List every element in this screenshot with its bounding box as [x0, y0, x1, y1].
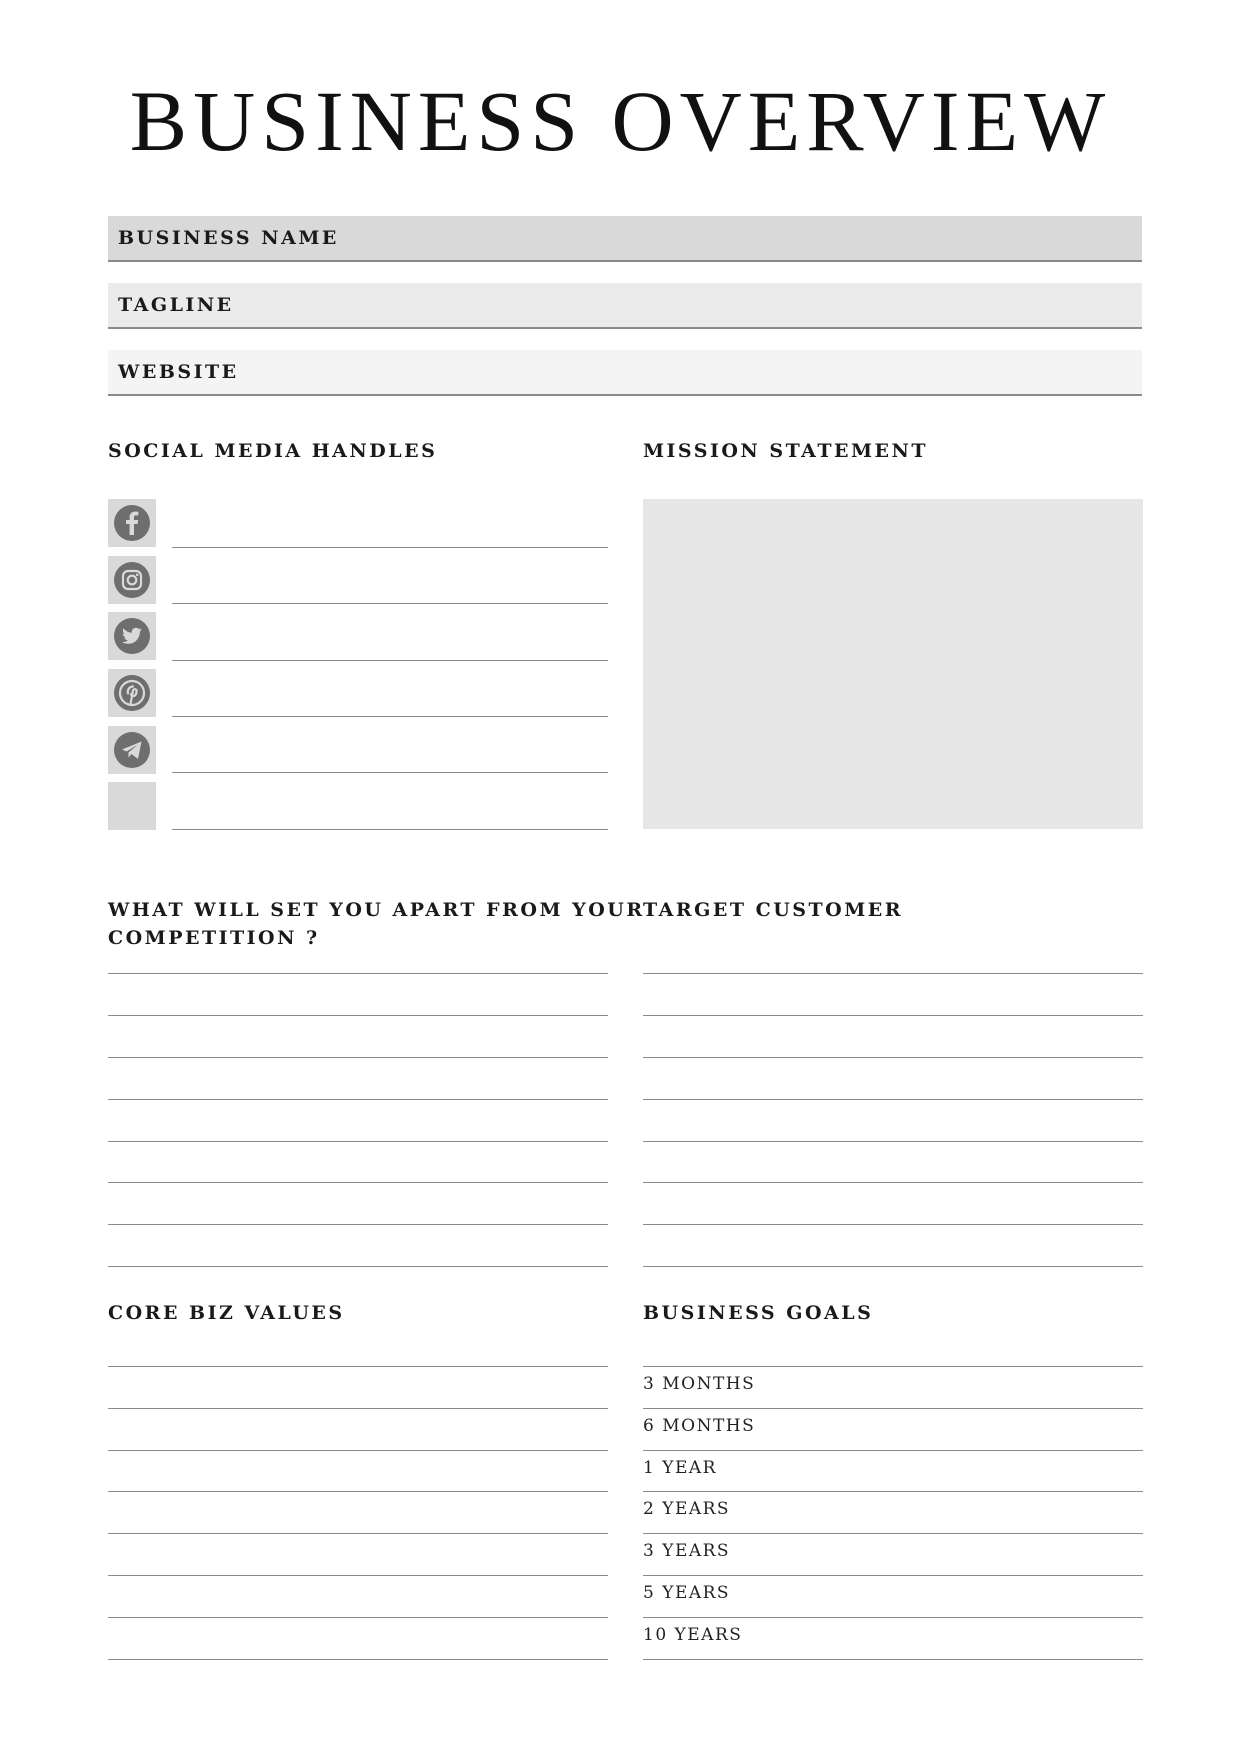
instagram-handle-line[interactable] [172, 603, 608, 604]
pinterest-handle-line[interactable] [172, 716, 608, 717]
goal-label-1-year: 1 YEAR [643, 1458, 717, 1478]
facebook-icon [113, 504, 151, 542]
twitter-icon [113, 617, 151, 655]
business-goals-line[interactable] [643, 1408, 1143, 1409]
tagline-label: TAGLINE [118, 294, 234, 316]
competition-line[interactable] [108, 1224, 608, 1225]
target-customer-line[interactable] [643, 1099, 1143, 1100]
business-goals-line[interactable] [643, 1617, 1143, 1618]
blank-icon-box [108, 782, 156, 830]
core-values-line[interactable] [108, 1450, 608, 1451]
pinterest-icon-box [108, 669, 156, 717]
goal-label-3-months: 3 MONTHS [643, 1374, 756, 1394]
competition-line[interactable] [108, 1099, 608, 1100]
goal-label-2-years: 2 YEARS [643, 1499, 731, 1519]
goal-label-3-years: 3 YEARS [643, 1541, 731, 1561]
competition-heading-line1: WHAT WILL SET YOU APART FROM YOUR [108, 899, 645, 921]
competition-line[interactable] [108, 1266, 608, 1267]
pinterest-icon [113, 674, 151, 712]
core-values-line[interactable] [108, 1491, 608, 1492]
telegram-icon [113, 731, 151, 769]
twitter-icon-box [108, 612, 156, 660]
competition-line[interactable] [108, 1141, 608, 1142]
core-values-line[interactable] [108, 1659, 608, 1660]
target-customer-line[interactable] [643, 1015, 1143, 1016]
business-name-field[interactable] [108, 216, 1142, 262]
facebook-handle-line[interactable] [172, 547, 608, 548]
other-handle-line[interactable] [172, 829, 608, 830]
core-values-line[interactable] [108, 1533, 608, 1534]
business-goals-line[interactable] [643, 1366, 1143, 1367]
telegram-icon-box [108, 726, 156, 774]
goal-label-5-years: 5 YEARS [643, 1583, 731, 1603]
target-customer-heading: TARGET CUSTOMER [643, 899, 903, 921]
target-customer-line[interactable] [643, 1057, 1143, 1058]
competition-heading-line2: COMPETITION ? [108, 927, 320, 949]
core-values-line[interactable] [108, 1575, 608, 1576]
business-name-label: BUSINESS NAME [118, 227, 339, 249]
core-values-line[interactable] [108, 1617, 608, 1618]
target-customer-line[interactable] [643, 973, 1143, 974]
facebook-icon-box [108, 499, 156, 547]
business-goals-line[interactable] [643, 1575, 1143, 1576]
goal-label-6-months: 6 MONTHS [643, 1416, 756, 1436]
core-values-line[interactable] [108, 1408, 608, 1409]
page-title: BUSINESS OVERVIEW [129, 73, 1112, 169]
target-customer-line[interactable] [643, 1224, 1143, 1225]
competition-line[interactable] [108, 973, 608, 974]
competition-line[interactable] [108, 1182, 608, 1183]
competition-line[interactable] [108, 1015, 608, 1016]
instagram-icon-box [108, 556, 156, 604]
website-field[interactable] [108, 350, 1142, 396]
business-goals-heading: BUSINESS GOALS [643, 1302, 874, 1324]
goal-label-10-years: 10 YEARS [643, 1625, 743, 1645]
mission-statement-box[interactable] [643, 499, 1143, 829]
core-values-line[interactable] [108, 1366, 608, 1367]
website-label: WEBSITE [118, 361, 239, 383]
target-customer-line[interactable] [643, 1266, 1143, 1267]
business-goals-line[interactable] [643, 1450, 1143, 1451]
business-goals-line[interactable] [643, 1659, 1143, 1660]
target-customer-line[interactable] [643, 1182, 1143, 1183]
competition-heading [108, 896, 645, 952]
telegram-handle-line[interactable] [172, 772, 608, 773]
mission-statement-heading: MISSION STATEMENT [643, 440, 929, 462]
target-customer-line[interactable] [643, 1141, 1143, 1142]
business-goals-line[interactable] [643, 1491, 1143, 1492]
instagram-icon [113, 561, 151, 599]
tagline-field[interactable] [108, 283, 1142, 329]
competition-line[interactable] [108, 1057, 608, 1058]
twitter-handle-line[interactable] [172, 660, 608, 661]
social-media-heading: SOCIAL MEDIA HANDLES [108, 440, 438, 462]
business-goals-line[interactable] [643, 1533, 1143, 1534]
core-values-heading: CORE BIZ VALUES [108, 1302, 345, 1324]
